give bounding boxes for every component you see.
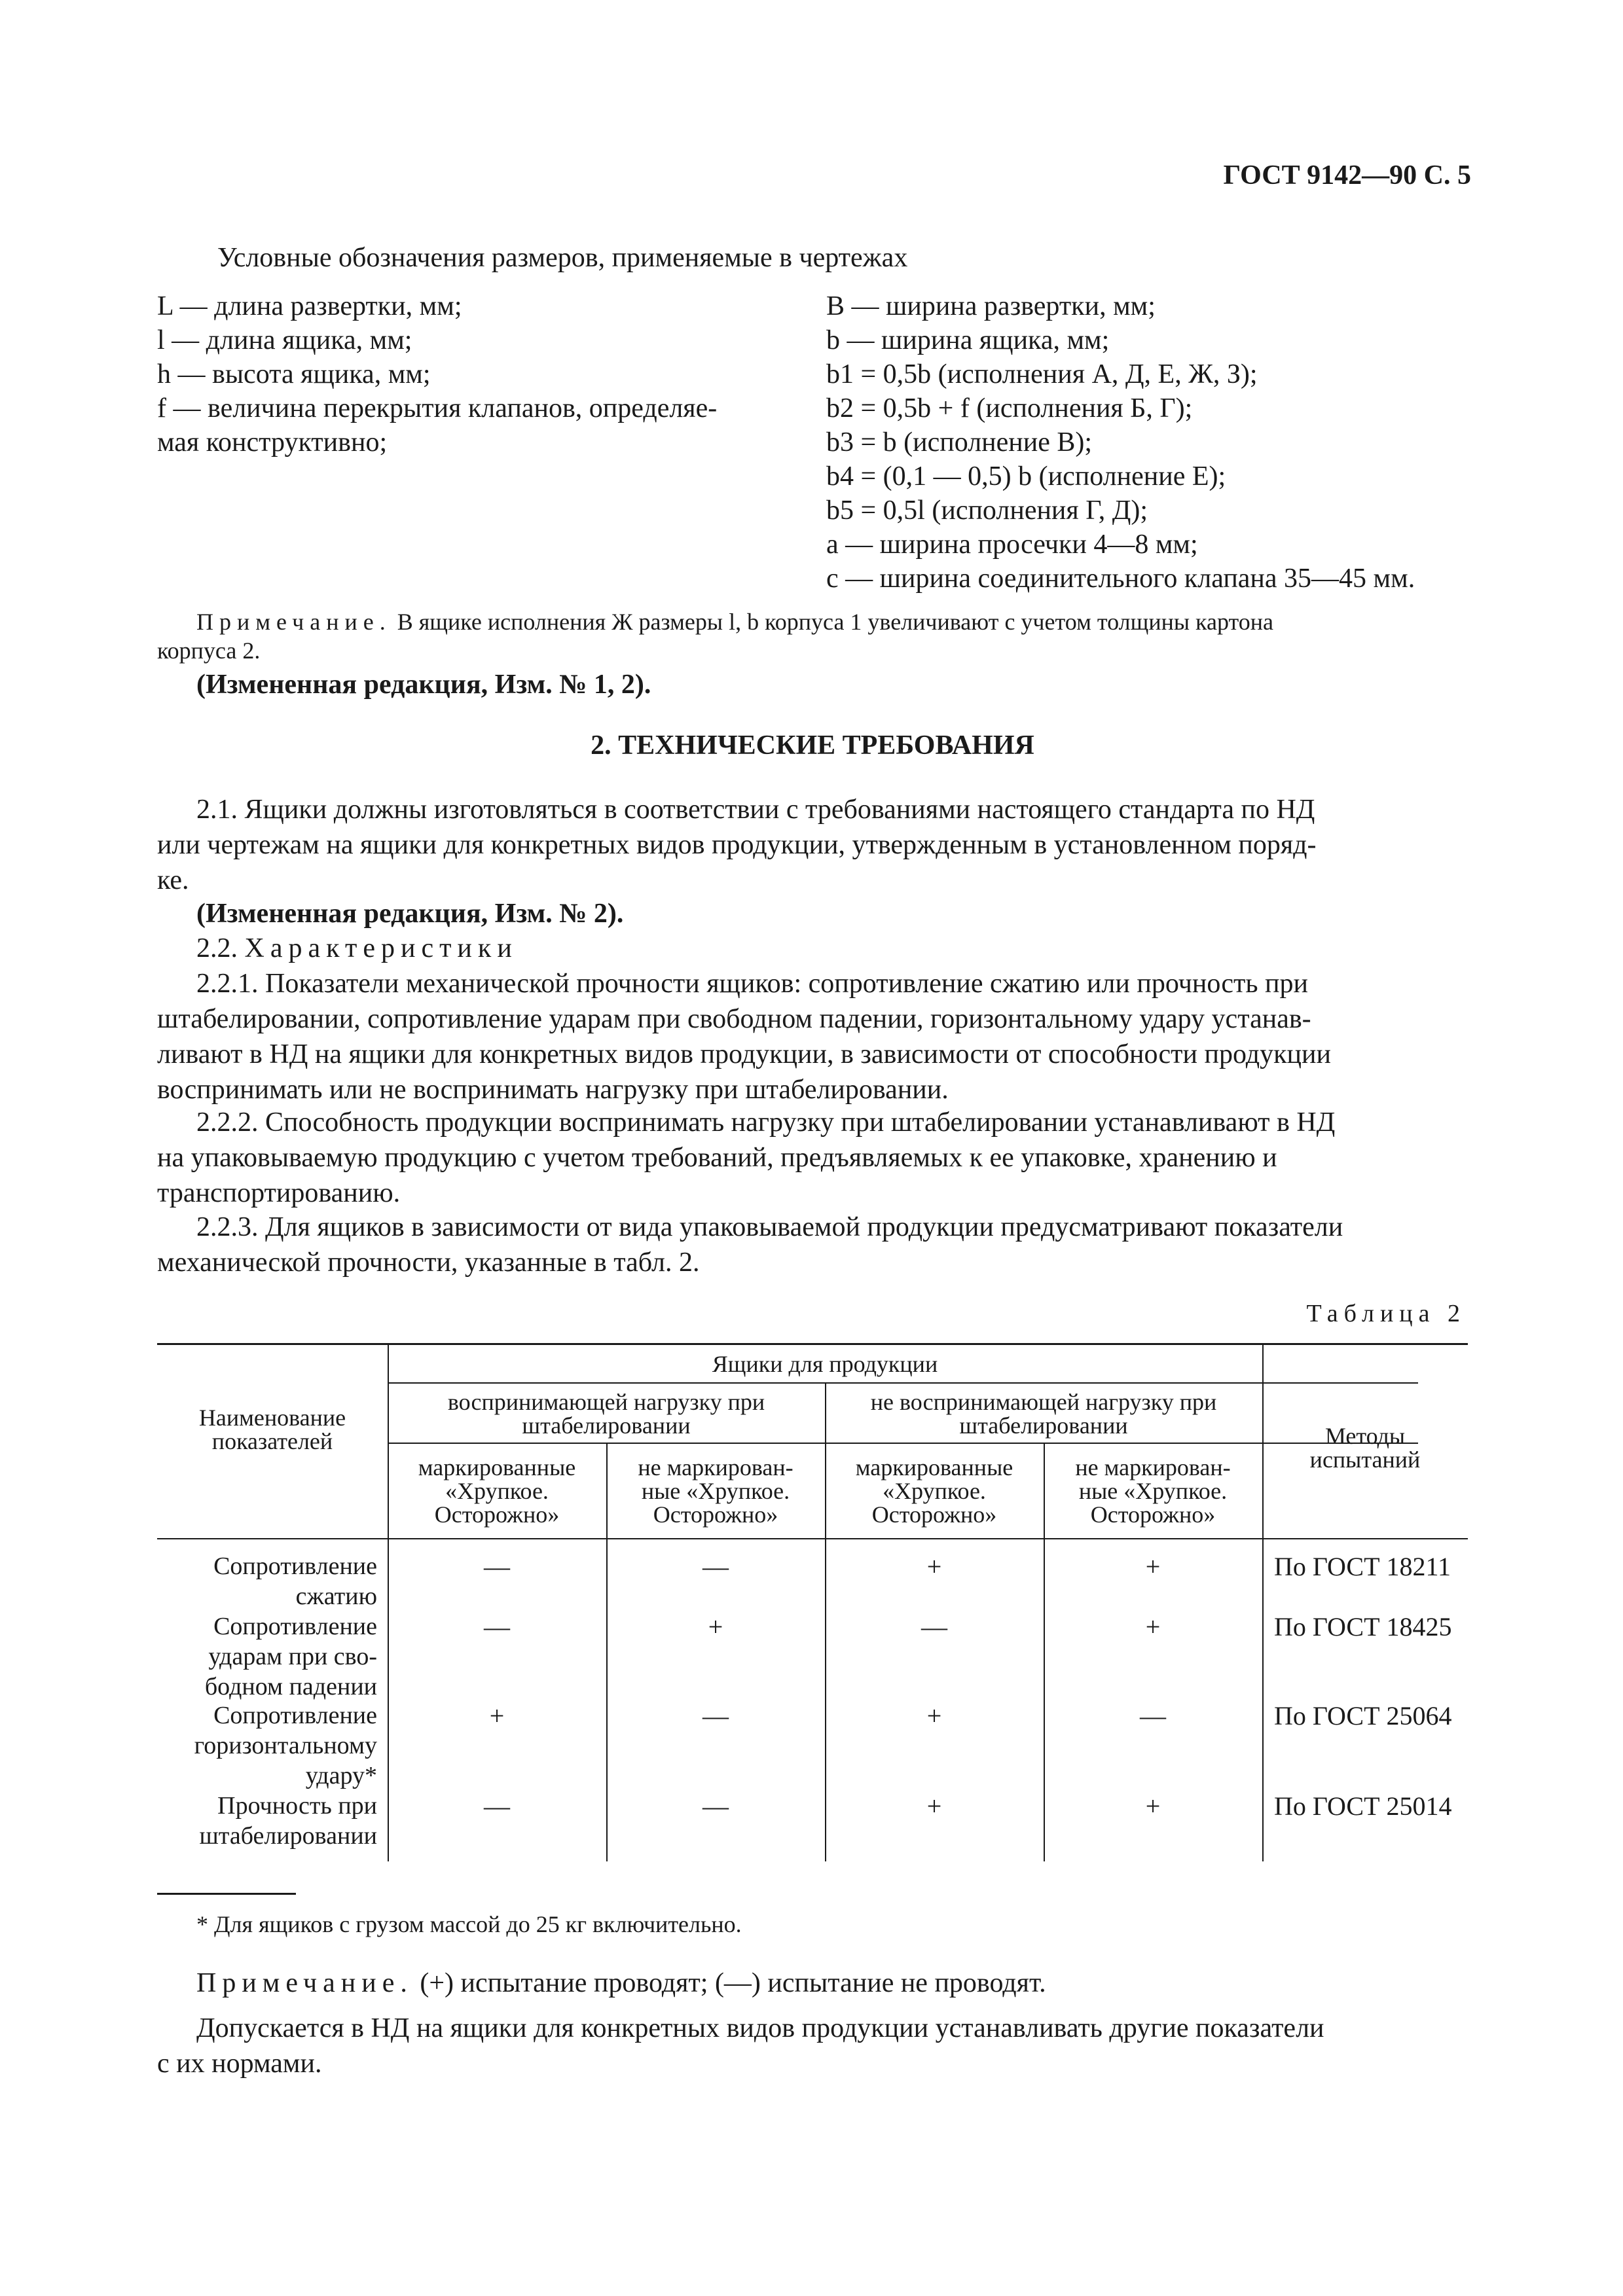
paragraph-line: 2.2.3. Для ящиков в зависимости от вида упаковываемой продукции предусматривают показатели (196, 1212, 1343, 1242)
paragraph-line: 2.2.1. Показатели механической прочности ящиков: сопротивление сжатию или прочность при (196, 969, 1308, 999)
paragraph-line: ливают в НД на ящики для конкретных видов продукции, в зависимости от способности продукции (157, 1039, 1331, 1069)
table-cell-mark: — (702, 1791, 729, 1821)
table-row-name (157, 1700, 377, 1791)
legend-right-line: b3 = b (исполнение В); (826, 427, 1093, 457)
row-name-line: бодном падении (204, 1673, 377, 1700)
legend-right-line: B — ширина развертки, мм; (826, 291, 1156, 321)
paragraph-2-2-2 (157, 1105, 1467, 1211)
header-line: не маркирован- (638, 1454, 793, 1480)
table-rule (157, 1538, 1468, 1539)
row-name-line: Сопротивление (213, 1702, 377, 1729)
paragraph-line: на упаковываемую продукцию с учетом требований, предъявляемых к ее упаковке, хранению и (157, 1143, 1277, 1173)
paragraph-line: Допускается в НД на ящики для конкретных видов продукции устанавливать другие показатели (196, 2013, 1324, 2043)
table-rule (157, 1343, 1468, 1345)
table-cell-mark: + (489, 1701, 505, 1731)
table-row-name (157, 1551, 377, 1611)
paragraph-line: транспортированию. (157, 1178, 401, 1208)
header-line: Наименование (198, 1405, 346, 1431)
header-line: Осторожно» (1090, 1501, 1216, 1528)
table-cell-mark: + (926, 1552, 942, 1581)
table-cell-mark: + (1145, 1612, 1161, 1641)
legend-left-line: f — величина перекрытия клапанов, определяе- (157, 393, 718, 423)
note-1 (196, 607, 1480, 636)
row-name-line: Сопротивление (213, 1613, 377, 1640)
amendment-note: (Измененная редакция, Изм. № 1, 2). (196, 670, 651, 700)
note-text: (+) испытание проводят; (—) испытание не проводят. (420, 1968, 1046, 1998)
header-line: маркированные (855, 1454, 1013, 1480)
header-line: не воспринимающей нагрузку при (870, 1389, 1217, 1415)
legend-left-line: L — длина развертки, мм; (157, 291, 462, 321)
header-line: Осторожно» (871, 1501, 997, 1528)
legend-right-line: b5 = 0,5l (исполнения Г, Д); (826, 495, 1148, 526)
table-cell-mark: + (1145, 1552, 1161, 1581)
paragraph-line: штабелировании, сопротивление ударам при свободном падении, горизонтальному удару устанав- (157, 1004, 1311, 1034)
closing-paragraph (157, 2011, 1467, 2081)
page-header: ГОСТ 9142—90 С. 5 (1223, 160, 1471, 190)
table-cell-mark: + (708, 1612, 723, 1641)
paragraph-line: 2.1. Ящики должны изготовляться в соответствии с требованиями настоящего стандарта по НД (196, 795, 1315, 825)
paragraph-2-2-3 (157, 1210, 1467, 1280)
header-line: ные «Хрупкое. (1078, 1478, 1228, 1504)
paragraph-2-2-1 (157, 966, 1467, 1107)
subsection-number: 2.2. (196, 933, 238, 963)
legend-right-column (826, 289, 1487, 596)
table-cell-mark: — (484, 1612, 510, 1641)
table-cell-method: По ГОСТ 18211 (1274, 1552, 1451, 1581)
legend-right-line: b1 = 0,5b (исполнения А, Д, Е, Ж, З); (826, 359, 1258, 389)
paragraph-line: или чертежам на ящики для конкретных видов продукции, утвержденным в установленном поряд- (157, 830, 1317, 860)
legend-right-line: b4 = (0,1 — 0,5) b (исполнение Е); (826, 461, 1226, 492)
header-line: Методы (1324, 1423, 1406, 1449)
header-unmarked (606, 1456, 825, 1526)
legend-right-line: c — ширина соединительного клапана 35—45 мм. (826, 564, 1415, 594)
header-line: ные «Хрупкое. (641, 1478, 790, 1504)
table-cell-method: По ГОСТ 25064 (1274, 1701, 1452, 1731)
note-label: Примечание. (196, 609, 392, 635)
paragraph-2-1 (157, 792, 1467, 898)
legend-left-column (157, 289, 802, 459)
note-text: В ящике исполнения Ж размеры l, b корпуса 1 увеличивают с учетом толщины картона (397, 609, 1273, 635)
legend-left-line: h — высота ящика, мм; (157, 359, 431, 389)
paragraph-line: с их нормами. (157, 2049, 322, 2079)
header-line: испытаний (1309, 1446, 1421, 1473)
header-marked (388, 1456, 606, 1526)
row-name-line: горизонтальному (194, 1732, 377, 1759)
note-2 (196, 1966, 1046, 2000)
header-marked (825, 1456, 1044, 1526)
row-name-line: ударам при сво- (208, 1643, 377, 1670)
row-name-line: удару* (305, 1762, 377, 1789)
header-group: Ящики для продукции (712, 1351, 938, 1377)
legend-right-line: b2 = 0,5b + f (исполнения Б, Г); (826, 393, 1193, 423)
table-cell-mark: — (702, 1701, 729, 1731)
table-cell-mark: — (1140, 1701, 1166, 1731)
header-line: «Хрупкое. (445, 1478, 549, 1504)
table-cell-method: По ГОСТ 25014 (1274, 1791, 1452, 1821)
paragraph-line: воспринимать или не воспринимать нагрузку при штабелировании. (157, 1075, 949, 1105)
header-line: показателей (211, 1428, 333, 1454)
table-row-name (157, 1611, 377, 1702)
header-indicator-name (157, 1406, 388, 1453)
table-cell-mark: — (484, 1552, 510, 1581)
note-1-continued: корпуса 2. (157, 637, 261, 664)
header-load-bearing (388, 1390, 825, 1437)
legend-left-line: мая конструктивно; (157, 427, 388, 457)
header-line: Осторожно» (434, 1501, 560, 1528)
table-cell-mark: — (702, 1552, 729, 1581)
header-line: не маркирован- (1075, 1454, 1231, 1480)
table-cell-mark: + (1145, 1791, 1161, 1821)
footnote: * Для ящиков с грузом массой до 25 кг включительно. (196, 1911, 742, 1937)
table-cell-method: По ГОСТ 18425 (1274, 1612, 1452, 1641)
paragraph-line: 2.2.2. Способность продукции воспринимать нагрузку при штабелировании устанавливают в НД (196, 1107, 1336, 1138)
header-unmarked (1044, 1456, 1262, 1526)
header-line: маркированные (418, 1454, 576, 1480)
table-rule (1262, 1343, 1264, 1861)
note-label: Примечание. (196, 1968, 413, 1998)
table-label: Таблица 2 (1306, 1300, 1466, 1327)
table-cell-mark: + (926, 1701, 942, 1731)
row-name-line: сжатию (295, 1583, 377, 1610)
row-name-line: штабелировании (199, 1822, 377, 1850)
table-cell-mark: — (484, 1791, 510, 1821)
legend-right-line: a — ширина просечки 4—8 мм; (826, 529, 1198, 560)
table-row-name (157, 1791, 377, 1851)
legend-title: Условные обозначения размеров, применяемые в чертежах (217, 243, 908, 273)
table-cell-mark: + (926, 1791, 942, 1821)
subsection-title: Характеристики (244, 933, 518, 963)
table-2 (157, 1343, 1468, 1861)
header-test-methods (1262, 1424, 1468, 1471)
header-line: штабелировании (959, 1412, 1128, 1439)
amendment-note: (Измененная редакция, Изм. № 2). (196, 899, 624, 929)
header-line: штабелировании (522, 1412, 691, 1439)
row-name-line: Прочность при (217, 1792, 377, 1820)
row-name-line: Сопротивление (213, 1552, 377, 1580)
table-cell-mark: — (921, 1612, 947, 1641)
footnote-rule (157, 1893, 296, 1895)
legend-right-line: b — ширина ящика, мм; (826, 325, 1110, 355)
paragraph-line: ке. (157, 865, 189, 895)
paragraph-line: механической прочности, указанные в табл. 2. (157, 1247, 700, 1278)
header-line: «Хрупкое. (883, 1478, 986, 1504)
section-title: 2. ТЕХНИЧЕСКИЕ ТРЕБОВАНИЯ (591, 730, 1034, 761)
header-line: воспринимающей нагрузку при (447, 1389, 765, 1415)
header-non-load-bearing (825, 1390, 1262, 1437)
subsection-2-2 (196, 931, 518, 965)
header-line: Осторожно» (653, 1501, 778, 1528)
legend-left-line: l — длина ящика, мм; (157, 325, 412, 355)
